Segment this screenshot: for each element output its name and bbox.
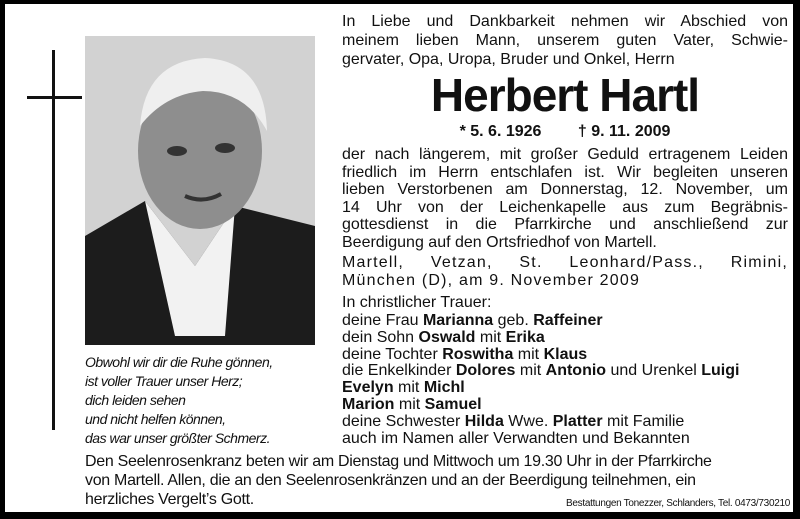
poem-line: Obwohl wir dir die Ruhe gönnen, — [85, 354, 273, 370]
mourner-line — [342, 363, 788, 380]
mourner-name: Dolores — [455, 362, 516, 380]
places-and-date — [342, 254, 788, 290]
mourner-name: Erika — [505, 328, 545, 346]
deceased-name: Herbert Hartl — [430, 69, 700, 121]
closing-line: von Martell. Allen, die an den Seelenrosenkränzen und an der Beerdigung teilnehmen, ein — [85, 472, 696, 489]
mourner-line — [342, 414, 788, 431]
mourners-list — [342, 313, 788, 447]
poem-line: das war unser größter Schmerz. — [85, 430, 270, 446]
mourner-name: Michl — [423, 379, 465, 397]
mourner-text: mit — [513, 345, 544, 363]
mourner-text: mit — [475, 328, 506, 346]
body-line: gottesdienst in die Pfarrkirche und anschließend zur — [342, 216, 788, 233]
mourner-text: geb. — [493, 312, 534, 329]
mourner-text: die Enkelkinder — [342, 362, 456, 380]
mourner-line — [342, 330, 788, 347]
mourner-name: Hilda — [464, 412, 504, 430]
mourner-text: mit — [515, 362, 546, 380]
mourner-text: Wwe. — [503, 412, 553, 430]
mourner-text: deine Tochter — [342, 345, 443, 363]
death-date: † 9. 11. 2009 — [577, 123, 671, 140]
poem-line: und nicht helfen können, — [85, 411, 226, 427]
undertaker-credit: Bestattungen Tonezzer, Schlanders, Tel. 0473/730210 — [566, 498, 790, 509]
closing-line: herzliches Vergelt’s Gott. — [85, 491, 254, 508]
cross-icon-bar — [27, 96, 82, 99]
mourner-line — [342, 347, 788, 364]
mourner-text: dein Sohn — [342, 328, 419, 346]
places-line: München (D), am 9. November 2009 — [342, 272, 641, 289]
intro-text — [342, 12, 788, 69]
poem-line: dich leiden sehen — [85, 392, 186, 408]
portrait-photo — [85, 36, 315, 345]
body-line: 14 Uhr von der Leichenkapelle aus zum Begräbnis- — [342, 198, 788, 216]
mourner-name: Samuel — [424, 395, 482, 413]
mourner-text: mit Familie — [602, 412, 685, 430]
cross-icon — [52, 50, 55, 430]
mourner-line — [342, 313, 788, 330]
mourner-text: und Urenkel — [606, 362, 702, 380]
mourner-text: deine Schwester — [342, 412, 465, 430]
poem-line: ist voller Trauer unser Herz; — [85, 373, 243, 389]
life-dates — [342, 122, 788, 141]
intro-line: meinem lieben Mann, unserem guten Vater, Schwie- — [342, 32, 788, 49]
mourner-name: Raffeiner — [533, 312, 603, 329]
mourner-text: deine Frau — [342, 312, 423, 329]
intro-line: In Liebe und Dankbarkeit nehmen wir Abschied von — [342, 13, 788, 30]
mourner-name: Evelyn — [342, 379, 394, 397]
closing-line: Den Seelenrosenkranz beten wir am Dienstag und Mittwoch um 19.30 Uhr in der Pfarrkirche — [85, 453, 712, 470]
body-line: friedlich im Herrn entschlafen ist. Wir begleiten unseren — [342, 163, 788, 181]
places-line: Martell, Vetzan, St. Leonhard/Pass., Rimini, — [342, 254, 788, 271]
body-line: lieben Verstorbenen am Donnerstag, 12. November, um — [342, 181, 788, 198]
mourner-name: Marianna — [422, 312, 494, 329]
mourner-name: Roswitha — [442, 345, 514, 363]
intro-line: gervater, Opa, Uropa, Bruder und Onkel, Herrn — [342, 51, 675, 68]
mourner-text: mit — [394, 395, 425, 413]
funeral-announcement — [342, 146, 788, 251]
mourner-name: Klaus — [543, 345, 588, 363]
mourner-line — [342, 397, 788, 414]
mourning-intro: In christlicher Trauer: — [342, 294, 492, 311]
body-line: der nach längerem, mit großer Geduld ertragenem Leiden — [342, 146, 788, 163]
birth-date: * 5. 6. 1926 — [459, 123, 542, 140]
mourner-name: Platter — [552, 412, 603, 430]
mourner-line — [342, 380, 788, 397]
body-line: Beerdigung auf den Ortsfriedhof von Martell. — [342, 233, 657, 251]
mourner-name: Luigi — [701, 362, 740, 380]
mourner-name: Oswald — [418, 328, 476, 346]
mourner-line — [342, 431, 788, 448]
mourner-name: Marion — [342, 395, 395, 413]
mourner-text: mit — [393, 379, 424, 397]
mourner-text: auch im Namen aller Verwandten und Bekannten — [342, 429, 690, 447]
memorial-poem — [85, 353, 325, 448]
mourner-name: Antonio — [545, 362, 607, 380]
